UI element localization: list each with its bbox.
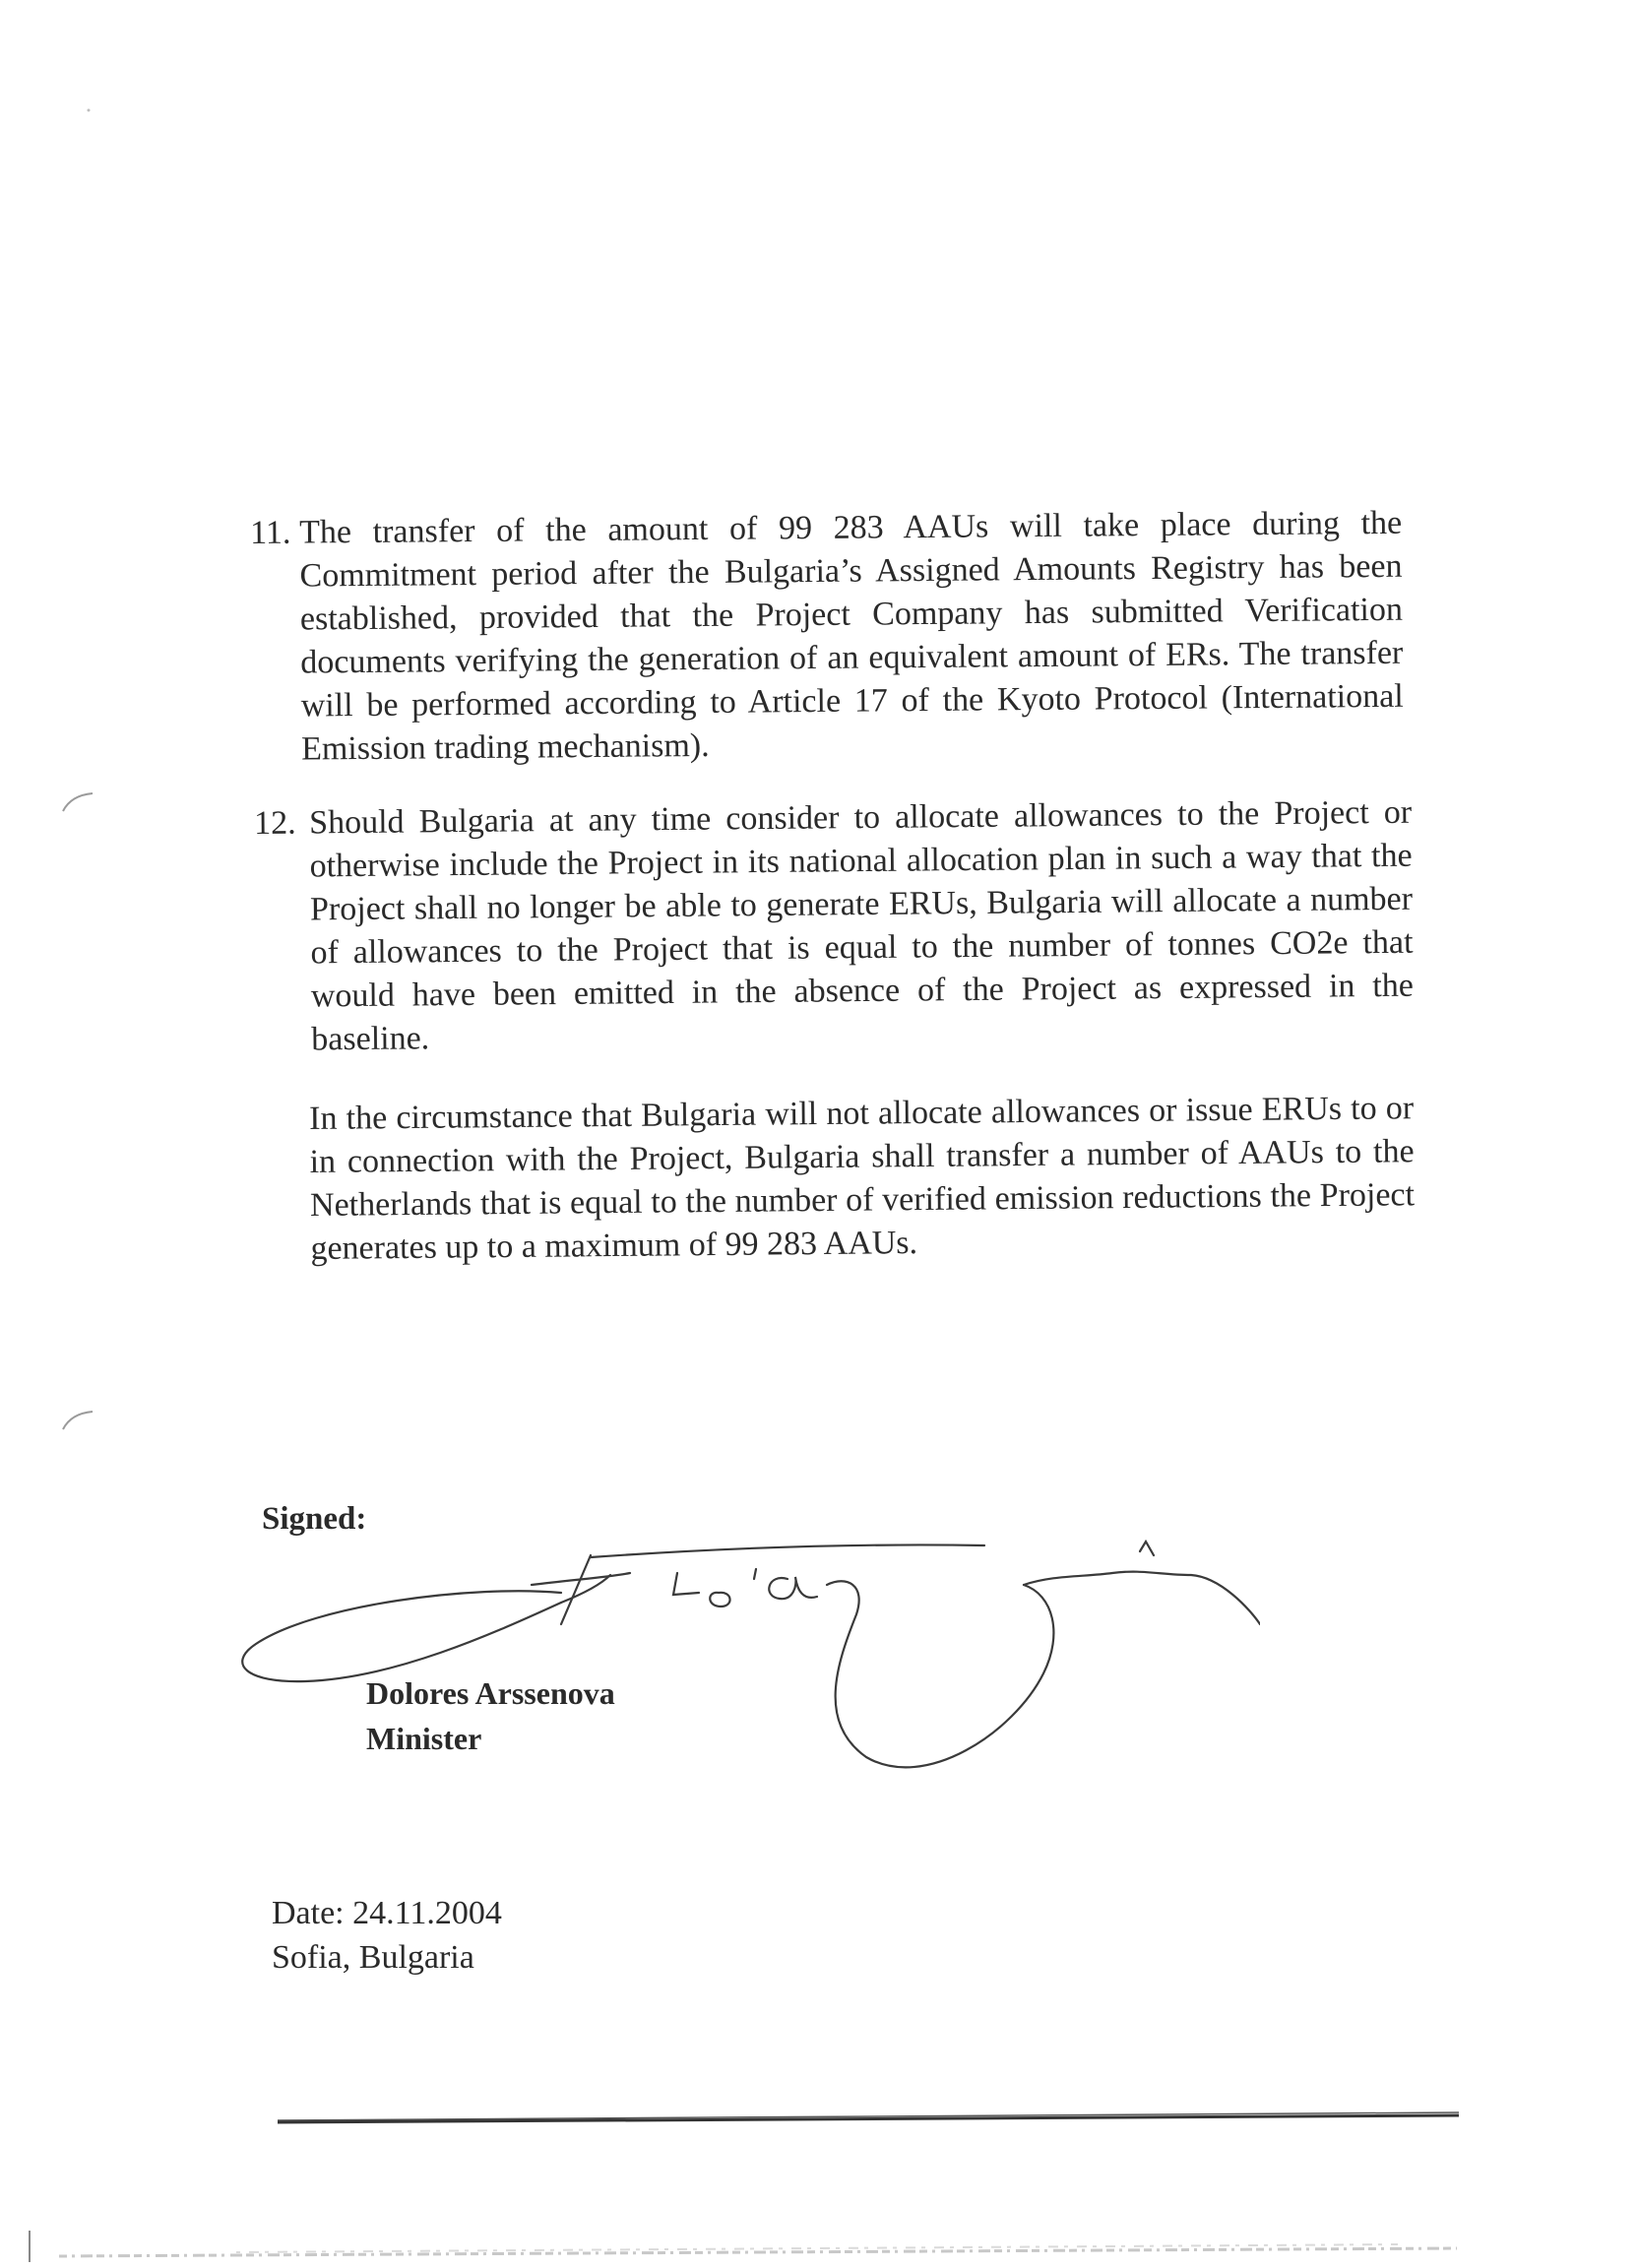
- clause-text: The transfer of the amount of 99 283 AAUs will take place during the Commitment period after the Bulgaria’s Assigned Amounts Registry has been established, provided that the Project Company has submitted Verification documents verifying the generation of an equivalent amount of ERs. The transfer will be performed according to Article 17 of the Kyoto Protocol (International Emission trading mechanism).: [299, 504, 1404, 768]
- scan-noise-strip: [0, 2227, 1638, 2266]
- clause-12: [254, 791, 1414, 1062]
- clause-number: 11.: [250, 514, 291, 551]
- signer-title: Minister: [366, 1721, 482, 1756]
- clause-11: [250, 502, 1404, 772]
- place-line: Sofia, Bulgaria: [272, 1939, 474, 1976]
- circumstance-paragraph: In the circumstance that Bulgaria will not allocate allowances or issue ERUs to or in connection with the Project, Bulgaria shall transfer a number of AAUs to the Netherlands that is equal to the number of verified emission reductions the Project generates up to a maximum of 99 283 AAUs.: [309, 1090, 1416, 1267]
- margin-mark-lower: [59, 1406, 98, 1435]
- clause-text: Should Bulgaria at any time consider to allocate allowances to the Project or otherwise include the Project in its national allocation plan in such a way that the Project shall no longer be able to generate ERUs, Bulgaria will allocate a number of allowances to the Project that is equal to the number of tonnes CO2e that would have been emitted in the absence of the Project as expressed in the baseline.: [309, 793, 1415, 1058]
- scan-dot: [85, 106, 93, 114]
- signed-label: Signed:: [262, 1501, 367, 1537]
- clause-number: 12.: [254, 804, 296, 842]
- footer-rule: [278, 2109, 1459, 2124]
- margin-mark-upper: [59, 788, 98, 817]
- handwritten-signature: [236, 1516, 1260, 1811]
- signer-name: Dolores Arssenova: [366, 1675, 615, 1711]
- date-line: Date: 24.11.2004: [272, 1895, 502, 1931]
